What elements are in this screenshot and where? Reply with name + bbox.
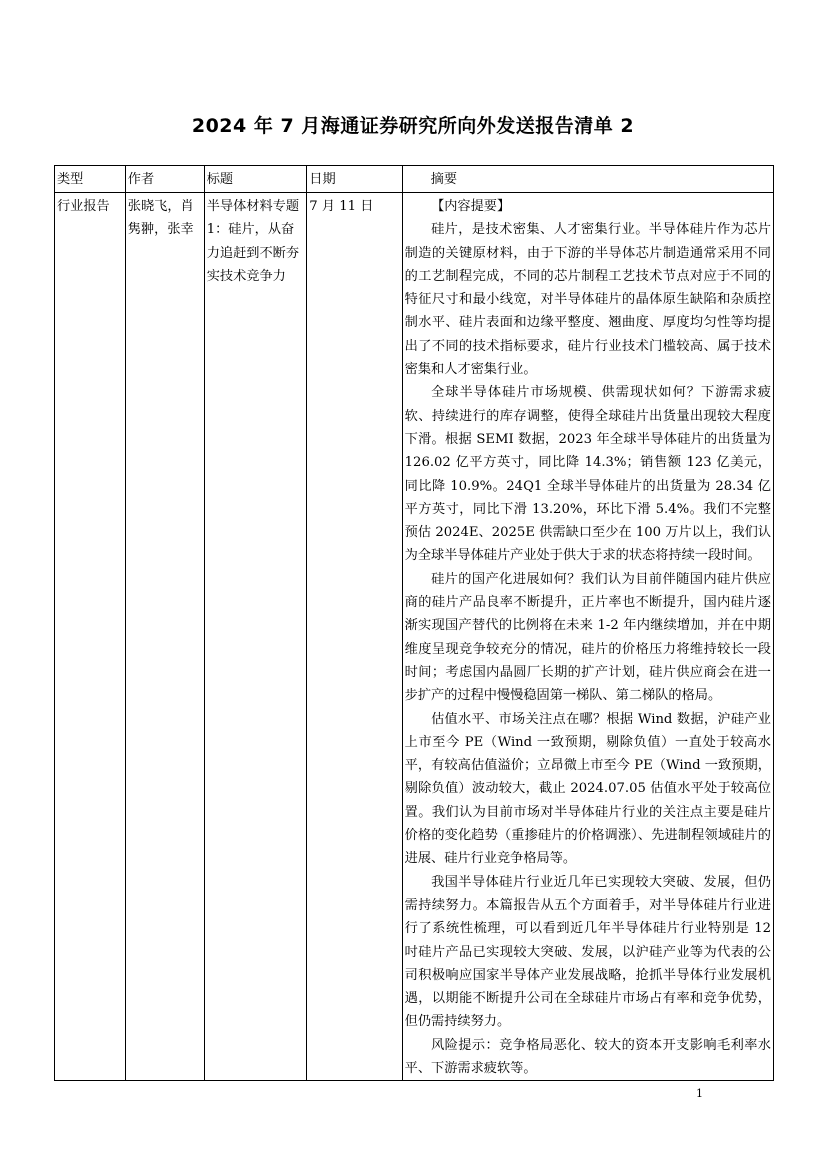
abstract-paragraph: 全球半导体硅片市场规模、供需现状如何？下游需求疲软、持续进行的库存调整，使得全球硅片出货量出现较大程度下滑。根据 SEMI 数据，2023 年全球半导体硅片的出货量为 126.02 亿平方英寸，同比降 14.3%；销售额 123 亿美元，同比降 10.9%。24Q1 全球半导体硅片的出货量为 28.34 亿平方英寸，同比下滑 13.20%，环比下滑 5.4%。我们不完整预估 2024E、2025E 供需缺口至少在 100 万片以上，我们认为全球半导体硅片产业处于供大于求的状态将持续一段时间。 — [404, 385, 771, 564]
header-author: 作者 — [125, 166, 204, 193]
cell-title: 半导体材料专题 1：硅片，从奋力追赶到不断夯实技术竞争力 — [204, 193, 307, 1081]
abstract-paragraph: 风险提示：竞争格局恶化、较大的资本开支影响毛利率水平、下游需求疲软等。 — [404, 1037, 771, 1076]
report-table — [54, 165, 774, 1081]
cell-author: 张晓飞，肖隽翀，张幸 — [125, 193, 204, 1081]
cell-abstract — [402, 193, 773, 1081]
header-date: 日期 — [307, 166, 402, 193]
abstract-paragraph: 我国半导体硅片行业近几年已实现较大突破、发展，但仍需持续努力。本篇报告从五个方面着手，对半导体硅片行业进行了系统性梳理，可以看到近几年半导体硅片行业特别是 12 吋硅片产品已实现较大突破、发展，以沪硅产业等为代表的公司积极响应国家半导体产业发展战略，抢抓半导体行业发展机遇，以期能不断提升公司在全球硅片市场占有率和竞争优势，但仍需持续努力。 — [404, 874, 771, 1030]
table-header-row — [55, 166, 774, 193]
cell-date: 7 月 11 日 — [307, 193, 402, 1081]
abstract-paragraph: 硅片，是技术密集、人才密集行业。半导体硅片作为芯片制造的关键原材料，由于下游的半导体芯片制造通常采用不同的工艺制程完成，不同的芯片制程工艺技术节点对应于不同的特征尺寸和最小线宽，对半导体硅片的晶体原生缺陷和杂质控制水平、硅片表面和边缘平整度、翘曲度、厚度均匀性等均提出了不同的技术指标要求，硅片行业技术门槛较高、属于技术密集和人才密集行业。 — [404, 222, 771, 378]
table-row — [55, 193, 774, 1081]
header-type: 类型 — [55, 166, 126, 193]
document-title: 2024 年 7 月海通证券研究所向外发送报告清单 2 — [191, 115, 635, 137]
abstract-paragraph: 硅片的国产化进展如何？我们认为目前伴随国内硅片供应商的硅片产品良率不断提升，正片率也不断提升，国内硅片逐渐实现国产替代的比例将在未来 1-2 年内继续增加，并在中期维度呈现竞争较充分的情况，硅片的价格压力将维持较长一段时间；考虑国内晶圆厂长期的扩产计划，硅片供应商会在进一步扩产的过程中慢慢稳固第一梯队、第二梯队的格局。 — [404, 571, 771, 704]
abstract-paragraph: 估值水平、市场关注点在哪？根据 Wind 数据，沪硅产业上市至今 PE（Wind 一致预期，剔除负值）一直处于较高水平，有较高估值溢价；立昂微上市至今 PE（Wind 一致预期，剔除负值）波动较大，截止 2024.07.05 估值水平处于较高位置。我们认为目前市场对半导体硅片行业的关注点主要是硅片价格的变化趋势（重掺硅片的价格调涨）、先进制程领域硅片的进展、硅片行业竞争格局等。 — [404, 711, 771, 867]
header-title: 标题 — [204, 166, 307, 193]
header-abstract: 摘要 — [402, 166, 773, 193]
cell-type: 行业报告 — [55, 193, 126, 1081]
page-number: 1 — [696, 1087, 703, 1100]
abstract-heading: 【内容提要】 — [431, 199, 511, 214]
